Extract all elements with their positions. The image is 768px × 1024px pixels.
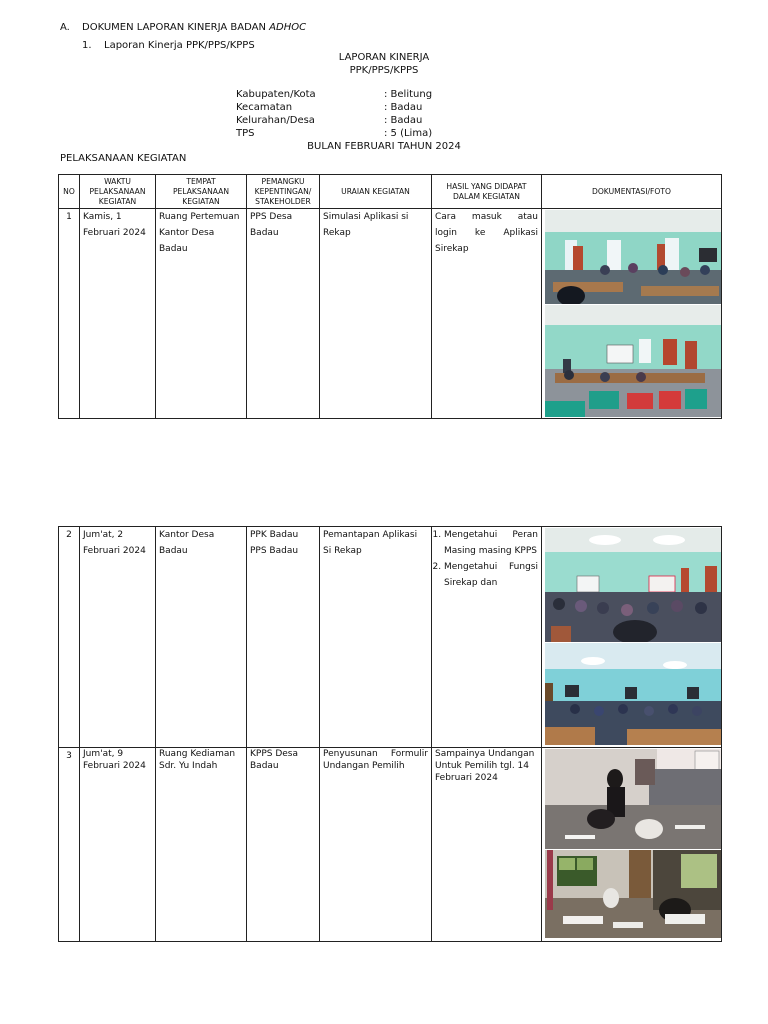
cell-text: Februari 2024 [83,228,146,238]
cell-pemangku [247,527,320,748]
header-text: KEGIATAN [98,196,137,206]
cell-text: Sirekap [435,244,469,254]
cell-text: 2. Mengetahui Fungsi [444,562,538,572]
info-row-kecamatan [236,102,422,113]
cell-text: Si Rekap [323,546,362,556]
cell-pemangku [247,748,320,942]
cell-text: Badau [250,761,279,771]
header-text: HASIL YANG DIDAPAT [446,181,527,191]
cell-text: Sirekap dan [444,578,498,588]
header-waktu [80,175,156,209]
cell-waktu [80,209,156,419]
header-dokumentasi: DOKUMENTASI/FOTO [542,175,722,209]
info-row-kelurahan [236,115,422,126]
info-row-tps [236,128,432,139]
cell-waktu [80,748,156,942]
cell-pemangku [247,209,320,419]
photo-home-room-1 [545,749,721,849]
header-text: WAKTU [104,176,131,186]
cell-text: Simulasi Aplikasi si [323,212,409,222]
info-value: : 5 (Lima) [384,128,433,139]
cell-text: Februari 2024 [435,773,498,783]
sub-number: 1. [82,40,92,51]
header-no: NO [59,175,80,209]
cell-uraian [320,209,432,419]
cell-text: login ke Aplikasi [435,228,538,238]
cell-text: Jum'at, 2 [83,530,124,540]
header-text: KEPENTINGAN/ [254,186,312,196]
cell-text: Ruang Pertemuan [159,212,240,222]
cell-text: Sampainya Undangan [435,749,535,759]
photo-meeting-room-1 [545,210,721,304]
header-uraian: URAIAN KEGIATAN [320,175,432,209]
cell-text: Februari 2024 [83,761,146,771]
info-label: Kecamatan [236,102,293,113]
photo-meeting-room-2 [545,305,721,417]
list-item [444,559,541,591]
report-title-line1: LAPORAN KINERJA [338,52,430,63]
cell-text: PPS Badau [250,546,299,556]
info-value: : Belitung [384,89,433,100]
header-text: PEMANGKU [261,176,305,186]
cell-text: PPS Desa [250,212,293,222]
cell-text: Cara masuk atau [435,212,538,222]
section-letter: A. [60,22,70,33]
table-header-row [59,175,722,209]
cell-text: Masing masing KPPS [444,546,537,556]
cell-text: Pemantapan Aplikasi [323,530,418,540]
cell-hasil [432,748,542,942]
cell-text: Untuk Pemilih tgl. 14 [435,761,529,771]
cell-text: 1. Mengetahui Peran [444,530,538,540]
header-tempat [156,175,247,209]
cell-text: Rekap [323,228,351,238]
photo-home-room-2 [545,850,721,938]
header-pemangku [247,175,320,209]
cell-text: Kamis, 1 [83,212,122,222]
cell-text: PPK Badau [250,530,299,540]
section-title: DOKUMEN LAPORAN KINERJA BADAN [82,22,270,33]
table-row [59,209,722,419]
header-text: DALAM KEGIATAN [453,191,520,201]
cell-hasil [432,527,542,748]
header-text: PELAKSANAAN [89,186,146,196]
report-title-line2: PPK/PPS/KPPS [349,65,419,76]
info-value: : Badau [384,115,423,126]
cell-tempat [156,527,247,748]
cell-tempat [156,209,247,419]
cell-dokumentasi [542,209,722,419]
cell-no [59,527,80,748]
cell-text: Undangan Pemilih [323,761,405,771]
info-label: TPS [236,128,255,139]
info-label: Kelurahan/Desa [236,115,315,126]
header-text: TEMPAT [186,176,216,186]
cell-text: Sdr. Yu Indah [159,761,218,771]
cell-text: KPPS Desa [250,749,299,759]
header-text: STAKEHOLDER [255,196,311,206]
hasil-list [432,527,541,591]
row-number: 2 [66,530,72,540]
cell-text: Badau [250,228,279,238]
table-row [59,527,722,748]
cell-uraian [320,748,432,942]
info-row-kabupaten [236,89,432,100]
cell-text: Ruang Kediaman [159,749,236,759]
cell-dokumentasi [542,748,722,942]
section-title-italic: ADHOC [269,22,307,33]
cell-text: Penyusunan Formulir [323,749,428,759]
cell-text: Kantor Desa [159,530,215,540]
cell-text: Jum'at, 9 [83,749,124,759]
cell-no [59,209,80,419]
section-heading [60,22,306,33]
cell-text: Kantor Desa [159,228,215,238]
header-text: PELAKSANAAN [172,186,230,196]
report-period: BULAN FEBRUARI TAHUN 2024 [307,141,461,152]
cell-text: Februari 2024 [83,546,146,556]
cell-tempat [156,748,247,942]
info-value: : Badau [384,102,423,113]
photo-hall-meeting-2 [545,643,721,745]
header-text: KEGIATAN [182,196,220,206]
cell-text: Badau [159,244,188,254]
sub-heading [82,40,255,51]
cell-hasil [432,209,542,419]
cell-no [59,748,80,942]
cell-text: Badau [159,546,188,556]
row-number: 3 [66,751,72,761]
section-label: PELAKSANAAN KEGIATAN [60,153,187,164]
activity-table-part2 [58,526,722,942]
table-row [59,748,722,942]
list-item [444,527,541,559]
row-number: 1 [66,212,72,222]
header-hasil [432,175,542,209]
info-label: Kabupaten/Kota [236,89,316,100]
cell-waktu [80,527,156,748]
sub-title: Laporan Kinerja PPK/PPS/KPPS [104,40,255,51]
cell-uraian [320,527,432,748]
activity-table-part1 [58,174,722,419]
cell-dokumentasi [542,527,722,748]
photo-hall-meeting-1 [545,528,721,642]
